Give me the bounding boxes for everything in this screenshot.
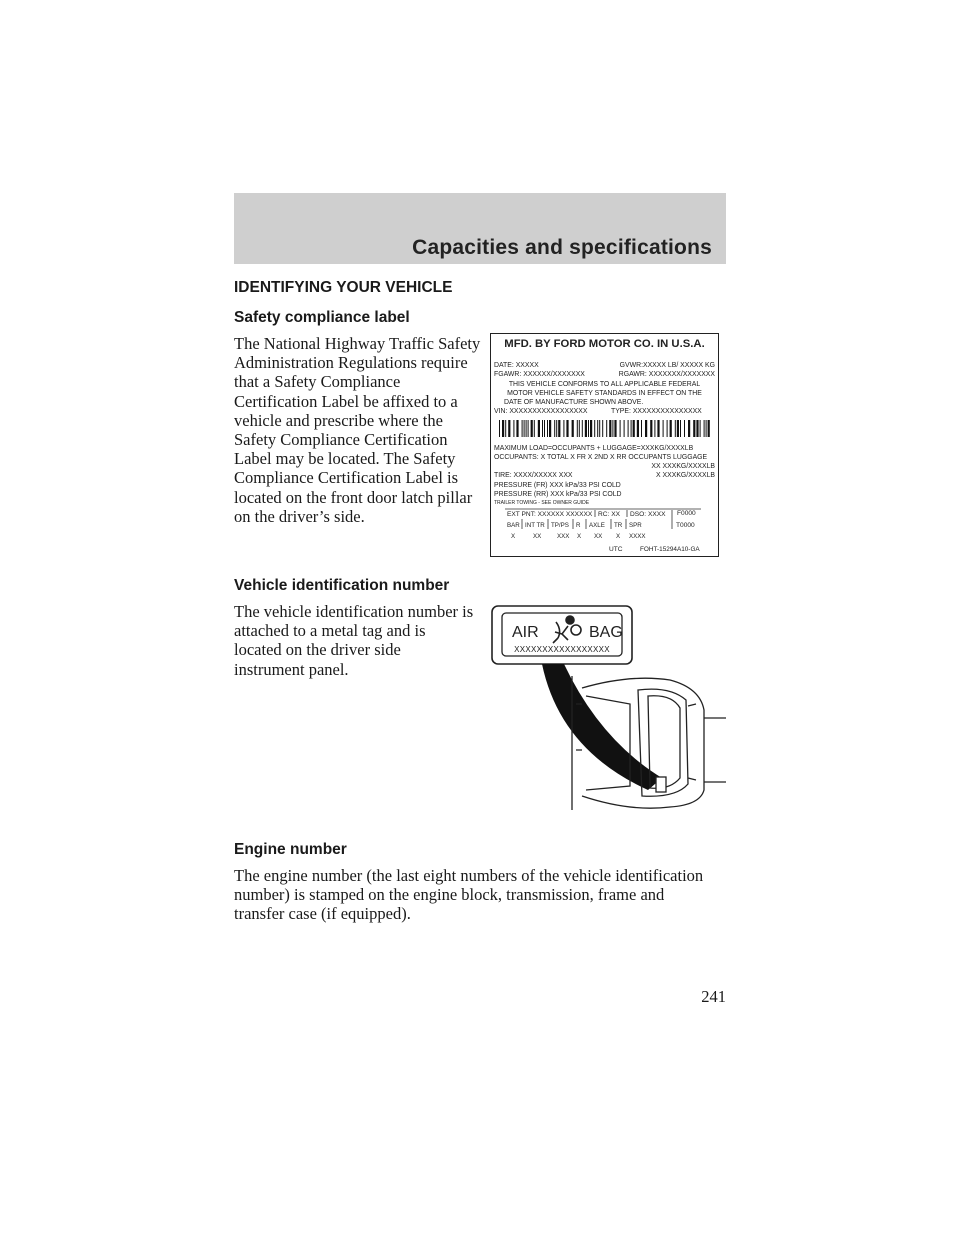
barcode-bar [641,420,642,437]
paragraph-line: The National Highway Traffic Safety [234,334,481,353]
paragraph-line: transfer case (if equipped). [234,904,411,924]
barcode-bar [677,420,679,437]
barcode-bar [528,420,529,437]
paragraph-line: number) is stamped on the engine block, transmission, frame and [234,885,665,905]
barcode-bar [708,420,710,437]
paragraph-line: Safety Compliance Certification [234,430,448,450]
label-ext-pnt: EXT PNT: XXXXXX XXXXXX [507,511,593,518]
label-vin: VIN: XXXXXXXXXXXXXXXXX [494,408,588,415]
label-codes-table [491,507,718,555]
page-number: 241 [701,987,726,1006]
code-value: XXXX [629,533,646,540]
barcode-bar [645,420,647,437]
vin-heading: Vehicle identification number [234,577,450,594]
paragraph-line: Certification Label be affixed to a [234,391,458,411]
code-value: XX [594,533,603,540]
barcode-bar [693,420,695,437]
barcode-bar [502,420,504,437]
barcode-bar [637,420,639,437]
label-pressure-front: PRESSURE (FR) XXX kPa/33 PSI COLD [494,482,621,489]
label-max-load: MAXIMUM LOAD=OCCUPANTS + LUGGAGE=XXXKG/XXXXLB [494,445,694,452]
barcode-bar [612,420,613,437]
label-conform-line: DATE OF MANUFACTURE SHOWN ABOVE. [504,399,644,406]
label-figure-id: FOHT-15294A10-GA [640,546,700,553]
label-luggage-row: XX XXXKG/XXXXLB [651,463,715,470]
paragraph-line: Administration Regulations require [234,353,468,373]
barcode-bar [684,420,685,437]
code-header: TP/PS [551,522,569,529]
barcode-bar [688,420,690,437]
barcode-bar [516,420,518,437]
barcode-bar [547,420,548,437]
barcode-bar [558,420,560,437]
barcode-bar [522,420,523,437]
label-gvwr: GVWR:XXXXX LB/ XXXXX KG [619,362,715,369]
barcode-bar [594,420,595,437]
barcode-bar [620,420,621,437]
code-header: SPR [629,522,642,529]
barcode-bar [657,420,659,437]
barcode-bar [667,420,668,437]
barcode-bar [499,420,500,437]
code-header: AXLE [589,522,605,529]
paragraph-line: Compliance Certification Label is [234,468,459,488]
label-dso: DSO: XXXX [630,511,666,518]
barcode-bar [624,420,625,437]
barcode-bar [654,420,655,437]
barcode-bar [663,420,664,437]
barcode-bar [513,420,514,437]
code-value: XXX [557,533,570,540]
barcode-bar [526,420,527,437]
barcode-bar [599,420,600,437]
label-utc: UTC [609,546,623,553]
barcode-bar [582,420,583,437]
barcode-bar [614,420,616,437]
barcode-bar [675,420,676,437]
label-rgawr: RGAWR: XXXXXXX/XXXXXXX [618,371,715,378]
code-value: X [577,533,582,540]
barcode-bar [554,420,555,437]
code-header: BAR [507,522,520,529]
barcode-bar [606,420,607,437]
label-occupants: OCCUPANTS: X TOTAL X FR X 2ND X RR OCCUPANTS LUGGAGE [494,454,708,461]
code-header: INT TR [525,522,545,529]
barcode-bar [696,420,698,437]
barcode-bar [650,420,652,437]
barcode-bar [549,420,551,437]
label-rc: RC: XX [598,511,620,518]
label-gawr-row [494,371,715,379]
paragraph-line: that a Safety Compliance [234,372,401,392]
barcode-bar [680,420,681,437]
header-title: Capacities and specifications [412,236,712,259]
barcode-bar [670,420,672,437]
barcode-bar [704,420,705,437]
paragraph-line: The vehicle identification number is [234,602,474,621]
barcode-bar [585,420,587,437]
barcode-bar [534,420,535,437]
barcode-bar [563,420,564,437]
barcode-bar [508,420,510,437]
barcode-bar [706,420,707,437]
barcode-bar [505,420,506,437]
label-manufacturer-title: MFD. BY FORD MOTOR CO. IN U.S.A. [504,338,705,350]
barcode-bar [572,420,574,437]
barcode-bar [538,420,540,437]
barcode-bar [602,420,603,437]
barcode-bar [544,420,545,437]
paragraph-line: instrument panel. [234,659,349,679]
barcode-bar [579,420,580,437]
label-date-row [494,362,715,370]
label-t-code: T0000 [676,522,695,529]
engine-paragraph [234,866,703,924]
barcode-bar [628,420,629,437]
safety-label-heading: Safety compliance label [234,309,410,326]
barcode-bar [590,420,592,437]
barcode-bar [542,420,543,437]
paragraph-line: on the driver’s side. [234,506,365,526]
label-f-code: F0000 [677,510,696,517]
label-date: DATE: XXXXX [494,362,539,369]
paragraph-line: located on the driver side [234,640,401,660]
barcode-bar [700,420,701,437]
label-tire-row [494,472,715,480]
compliance-label-illustration [490,333,719,557]
label-trailer-note: TRAILER TOWING - SEE OWNER GUIDE [494,500,590,506]
vin-barcode [497,420,711,437]
barcode-bar [597,420,598,437]
barcode-bar [566,420,568,437]
label-conform-line: MOTOR VEHICLE SAFETY STANDARDS IN EFFECT ON THE [507,390,702,397]
label-pressure-rear: PRESSURE (RR) XXX kPa/33 PSI COLD [494,491,622,498]
label-luggage-row: X XXXKG/XXXXLB [656,472,715,479]
label-fgawr: FGAWR: XXXXXX/XXXXXXX [494,371,585,378]
safety-label-paragraph [234,334,480,526]
barcode-bar [531,420,533,437]
barcode-bar [633,420,635,437]
code-value: XX [533,533,542,540]
label-tire: TIRE: XXXX/XXXXX XXX [494,472,573,479]
engine-heading: Engine number [234,841,347,858]
barcode-bar [631,420,632,437]
label-type: TYPE: XXXXXXXXXXXXXXX [611,408,702,415]
airbag-right-word: BAG [589,624,623,641]
code-header: R [576,522,581,529]
paragraph-line: The engine number (the last eight numbers of the vehicle identification [234,866,704,885]
paragraph-line: attached to a metal tag and is [234,621,426,641]
section-title: IDENTIFYING YOUR VEHICLE [234,279,453,296]
page-header [234,193,726,264]
barcode-bar [556,420,557,437]
code-value: X [616,533,621,540]
code-value: X [511,533,516,540]
barcode-bar [609,420,611,437]
code-header: TR [614,522,623,529]
airbag-left-word: AIR [512,624,539,641]
barcode-bar [588,420,589,437]
barcode-bar [524,420,525,437]
vin-tag-illustration [490,600,730,835]
paragraph-line: Label may be located. The Safety [234,449,456,469]
vin-tag-code: XXXXXXXXXXXXXXXXX [514,645,610,654]
vin-paragraph [234,602,473,679]
label-conform-line: THIS VEHICLE CONFORMS TO ALL APPLICABLE FEDERAL [508,381,701,388]
paragraph-line: located on the front door latch pillar [234,487,473,507]
barcode-bar [577,420,578,437]
paragraph-line: vehicle and prescribe where the [234,410,443,430]
label-vin-row [494,408,715,416]
